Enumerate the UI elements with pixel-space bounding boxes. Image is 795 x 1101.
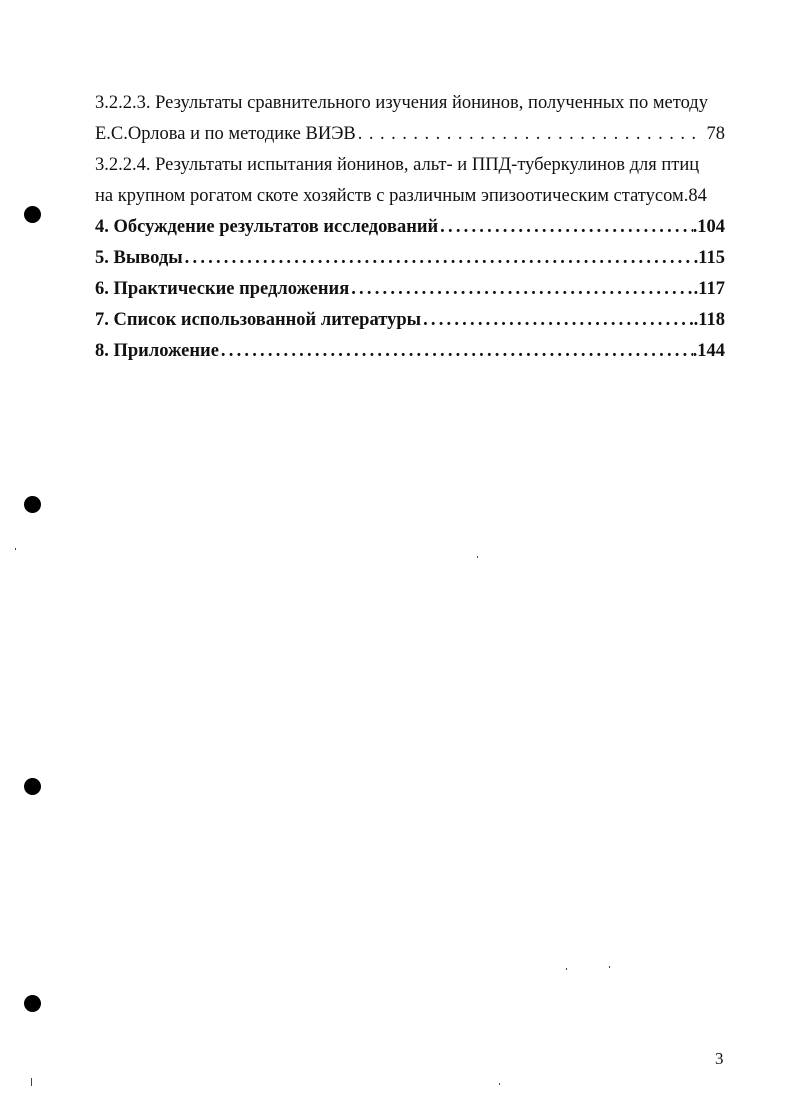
- toc-entry-line: [95, 88, 725, 119]
- punch-hole-3: [24, 778, 41, 795]
- toc-entry-text: 5. Выводы: [95, 248, 183, 268]
- scan-speck: [477, 556, 478, 558]
- toc-leader-dots: [183, 243, 694, 274]
- toc-entry-8[interactable]: [95, 336, 725, 367]
- toc-entry-3-2-2-3[interactable]: [95, 88, 725, 150]
- toc-page-number: 78: [706, 124, 725, 144]
- toc-entry-text: 3.2.2.4. Результаты испытания йонинов, альт- и ППД-туберкулинов для птиц: [95, 155, 700, 175]
- toc-page-number: .144: [692, 341, 725, 361]
- toc-entry-text: 6. Практические предложения: [95, 279, 350, 299]
- scan-speck: [609, 966, 610, 968]
- toc-entry-text: Е.С.Орлова и по методике ВИЭВ: [95, 124, 356, 144]
- toc-entry-line: [95, 150, 725, 181]
- toc-entry-line: [95, 181, 725, 212]
- toc-page-number: .115: [693, 248, 725, 268]
- toc-entry-7[interactable]: [95, 305, 725, 336]
- scan-speck: [31, 1078, 32, 1086]
- punch-hole-4: [24, 995, 41, 1012]
- toc-leader-dots: [219, 336, 693, 367]
- scan-speck: [566, 968, 567, 970]
- toc-leader-dots: [438, 212, 692, 243]
- toc-page-number: .117: [693, 279, 725, 299]
- toc-entry-text: 4. Обсуждение результатов исследований: [95, 217, 439, 237]
- page-number: 3: [715, 1049, 724, 1068]
- scan-speck: [15, 548, 16, 550]
- punch-hole-2: [24, 496, 41, 513]
- toc-entry-line: [95, 119, 725, 150]
- toc-entry-3-2-2-4[interactable]: [95, 150, 725, 212]
- toc-leader-dots: [349, 274, 693, 305]
- toc-entry-text: 8. Приложение: [95, 341, 219, 361]
- toc-entry-text: 7. Список использованной литературы: [95, 310, 422, 330]
- toc-page-number: .104: [692, 217, 725, 237]
- toc-entry-4[interactable]: [95, 212, 725, 243]
- punch-hole-1: [24, 206, 41, 223]
- toc-leader-dots: [421, 305, 694, 336]
- scan-speck: [499, 1083, 500, 1085]
- toc-page-number: .118: [693, 310, 725, 330]
- table-of-contents: [95, 88, 725, 367]
- toc-entry-5[interactable]: [95, 243, 725, 274]
- toc-entry-text: 3.2.2.3. Результаты сравнительного изучения йонинов, полученных по методу: [95, 93, 708, 113]
- toc-leader-dots: [356, 119, 699, 150]
- toc-entry-text: на крупном рогатом скоте хозяйств с различным эпизоотическим статусом.84: [95, 186, 707, 206]
- toc-entry-6[interactable]: [95, 274, 725, 305]
